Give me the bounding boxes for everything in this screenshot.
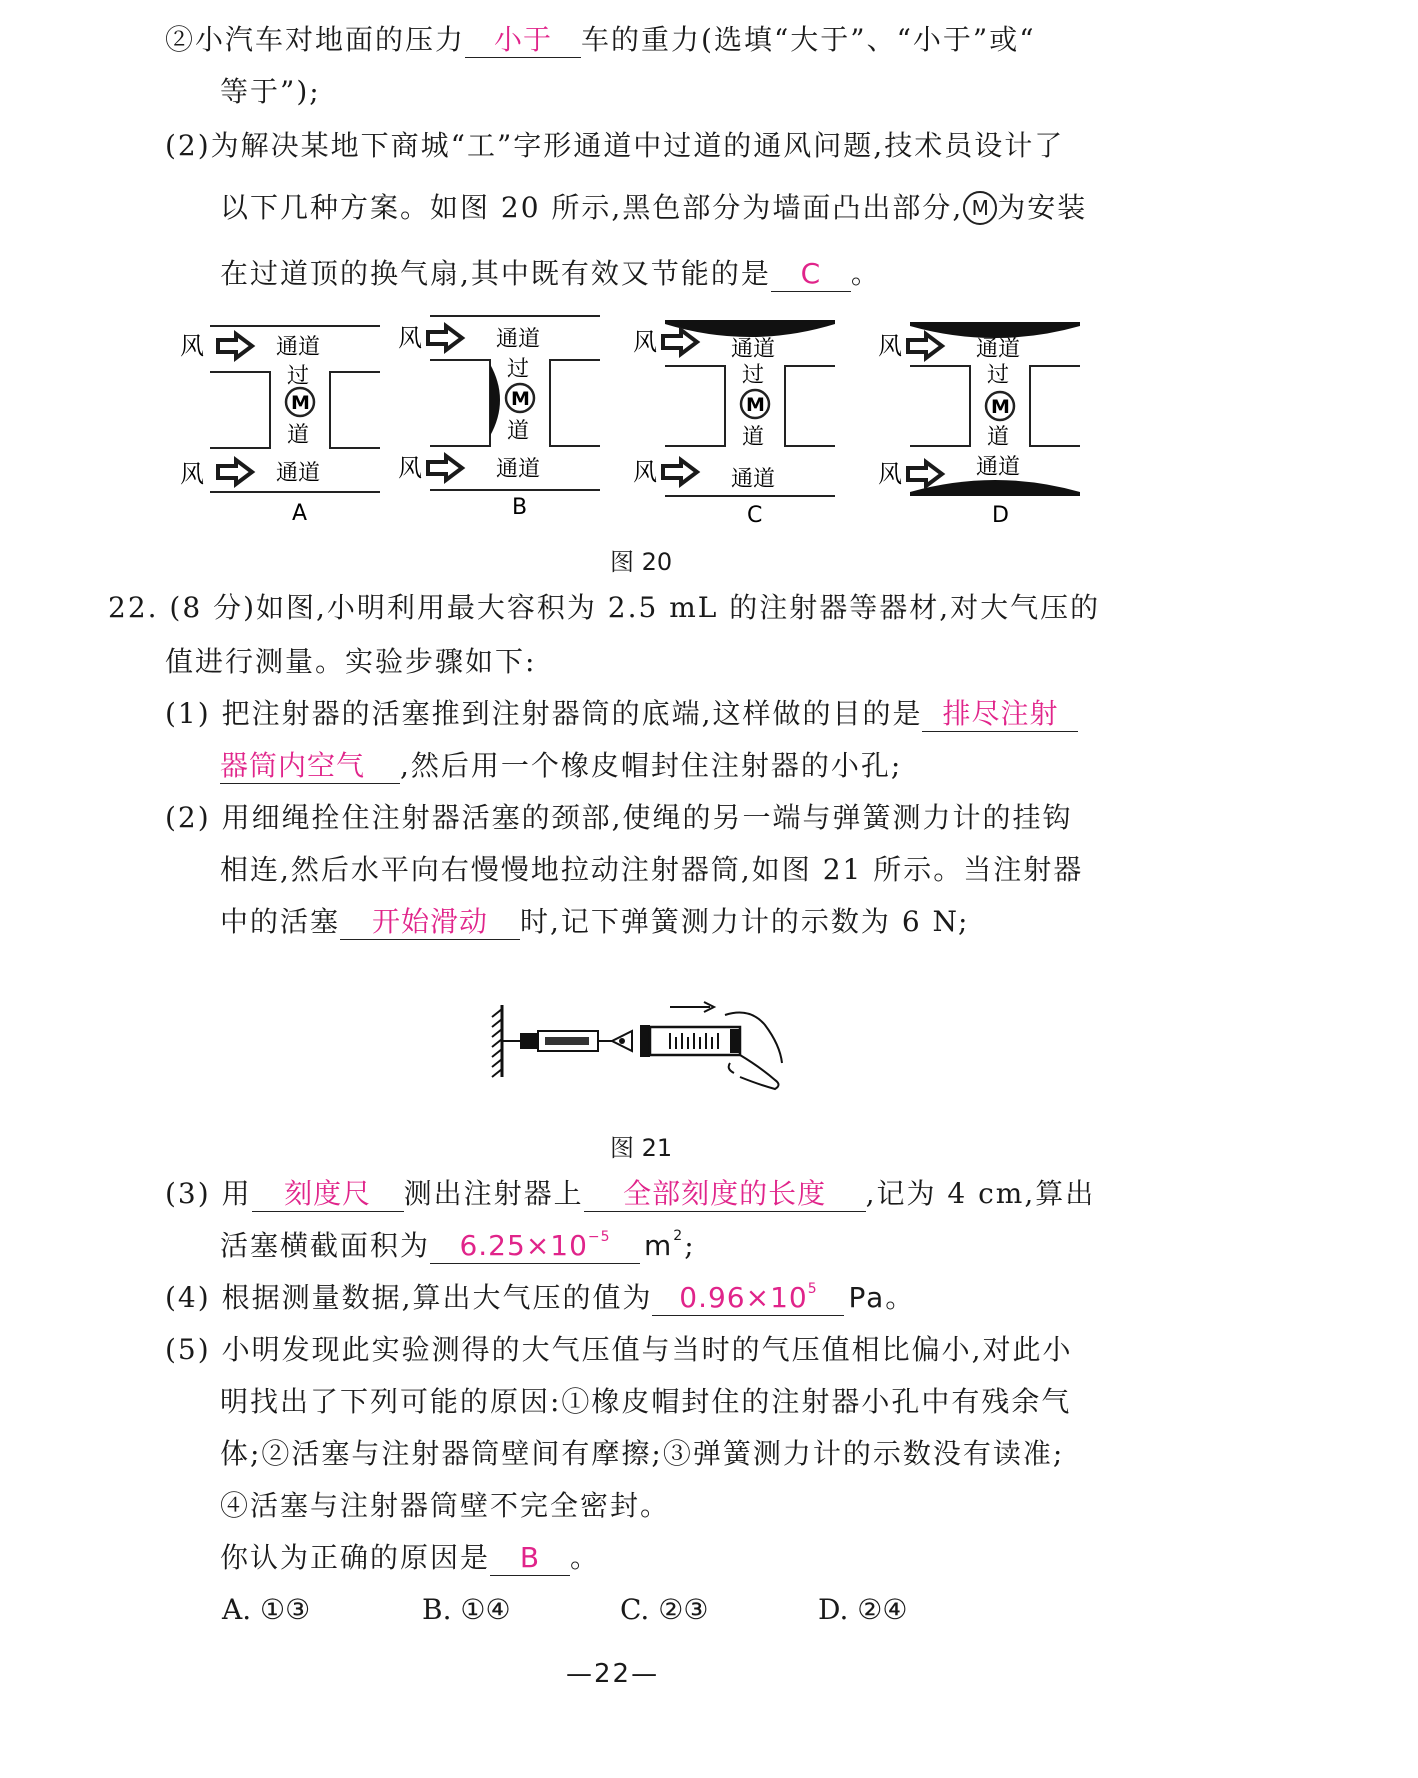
q22-step5-line-4 [220, 1488, 670, 1524]
wind-arrow [908, 462, 942, 486]
figure-20-caption: 图 20 [610, 548, 673, 576]
answer-blank [652, 1281, 844, 1316]
svg-text:通道: 通道 [731, 467, 776, 492]
text: 明找出了下列可能的原因:①橡皮帽封住的注射器小孔中有残余气 [220, 1385, 1072, 1418]
option-d: D. ②④ [818, 1593, 908, 1626]
text: 活塞横截面积为 [220, 1229, 431, 1262]
text: 中的活塞 [220, 905, 341, 938]
svg-text:过: 过 [507, 357, 530, 382]
figure-21 [490, 985, 790, 1095]
q22-line-1 [108, 590, 1100, 626]
svg-text:风: 风 [633, 328, 657, 356]
text: 为安装 [997, 191, 1088, 224]
wind-label: 风 [180, 332, 204, 360]
svg-text:M: M [291, 392, 310, 414]
text: Pa。 [848, 1281, 916, 1314]
text: 等于”); [220, 75, 321, 108]
svg-text:通道: 通道 [276, 461, 321, 486]
q22-step1-line-1 [165, 696, 1078, 732]
svg-text:M: M [511, 388, 530, 410]
q22-step3-line-2 [220, 1228, 696, 1264]
q22-step2-line-2 [220, 852, 1083, 888]
wind-arrow [428, 326, 462, 350]
fan-symbol: M [963, 191, 997, 225]
wind-label: 风 [180, 460, 204, 488]
q22-step4-line [165, 1280, 915, 1316]
answer-blank [584, 1177, 866, 1212]
svg-text:C: C [747, 503, 763, 528]
svg-text:通道: 通道 [496, 327, 541, 352]
text: 时,记下弹簧测力计的示数为 6 N; [520, 905, 970, 938]
q21-2-line-1 [165, 128, 1064, 164]
unit-exponent: 2 [673, 1228, 685, 1244]
answer-exponent: −5 [587, 1229, 611, 1245]
svg-text:道: 道 [987, 425, 1010, 450]
svg-text:风: 风 [878, 332, 902, 360]
svg-text:风: 风 [633, 458, 657, 486]
answer-text: 器筒内空气 [220, 749, 366, 782]
fig20-panel-b [398, 316, 600, 520]
svg-text:风: 风 [878, 460, 902, 488]
svg-text:D: D [992, 503, 1009, 528]
text: 在过道顶的换气扇,其中既有效又节能的是 [220, 257, 771, 290]
answer-blank [220, 749, 400, 784]
svg-text:M: M [991, 396, 1010, 418]
answer-blank [490, 1541, 570, 1576]
figure-21-caption: 图 21 [610, 1134, 673, 1162]
answer-blank [771, 257, 851, 292]
wind-arrow [663, 330, 697, 354]
answer-blank [922, 697, 1078, 732]
q22-step5-line-5 [220, 1540, 600, 1576]
option-b: B. ①④ [422, 1593, 511, 1626]
svg-text:道: 道 [742, 425, 765, 450]
text: 值进行测量。实验步骤如下: [165, 645, 537, 678]
fig20-panel-a [180, 326, 380, 526]
answer-text: 排尽注射 [942, 697, 1059, 730]
text: 相连,然后水平向右慢慢地拉动注射器筒,如图 21 所示。当注射器 [220, 853, 1084, 886]
answer-blank [340, 905, 520, 940]
text: 以下几种方案。如图 20 所示,黑色部分为墙面凸出部分, [220, 191, 964, 224]
q22-line-2 [165, 644, 536, 680]
wind-arrow [218, 334, 252, 358]
svg-text:通道: 通道 [976, 337, 1021, 362]
q21-1-line-1 [165, 22, 1036, 58]
answer-text: 全部刻度的长度 [623, 1177, 827, 1210]
svg-text:过: 过 [987, 363, 1010, 388]
answer-text: 6.25×10 [459, 1229, 588, 1262]
text: (2) 用细绳拴住注射器活塞的颈部,使绳的另一端与弹簧测力计的挂钩 [165, 801, 1073, 834]
text: (3) 用 [165, 1177, 252, 1210]
answer-text: 开始滑动 [372, 905, 489, 938]
svg-text:道: 道 [507, 419, 530, 444]
wind-arrow [218, 460, 252, 484]
text: 22. (8 分)如图,小明利用最大容积为 2.5 mL 的注射器等器材,对大气压的 [108, 591, 1101, 624]
text: (4) 根据测量数据,算出大气压的值为 [165, 1281, 653, 1314]
unit: m [644, 1229, 674, 1262]
svg-text:通道: 通道 [496, 457, 541, 482]
page-number: —22— [566, 1659, 660, 1689]
answer-text: 小于 [494, 23, 553, 56]
svg-text:过: 过 [287, 364, 310, 389]
svg-text:M: M [746, 394, 765, 416]
wind-arrow [428, 456, 462, 480]
q21-2-line-2 [220, 190, 1087, 226]
svg-text:风: 风 [398, 454, 422, 482]
q21-2-line-3 [220, 256, 881, 292]
text: 。 [850, 257, 881, 290]
text: 体;②活塞与注射器筒壁间有摩擦;③弹簧测力计的示数没有读准; [220, 1437, 1065, 1470]
panel-label: A [292, 501, 308, 526]
text: 测出注射器上 [403, 1177, 584, 1210]
svg-text:通道: 通道 [731, 337, 776, 362]
text: ,记为 4 cm,算出 [865, 1177, 1096, 1210]
svg-text:过: 过 [742, 363, 765, 388]
fig20-panel-c [633, 320, 835, 528]
q22-step1-line-2 [220, 748, 902, 784]
svg-text:通道: 通道 [976, 455, 1021, 480]
q22-step5-line-1 [165, 1332, 1072, 1368]
wind-arrow [663, 460, 697, 484]
answer-exponent: 5 [807, 1281, 818, 1297]
answer-text: C [800, 257, 822, 290]
answer-text: 0.96×10 [679, 1281, 808, 1314]
text: 你认为正确的原因是 [220, 1541, 491, 1574]
text: (5) 小明发现此实验测得的大气压值与当时的气压值相比偏小,对此小 [165, 1333, 1073, 1366]
answer-blank [430, 1229, 640, 1264]
text: ④活塞与注射器筒壁不完全密封。 [220, 1489, 671, 1522]
q22-step3-line-1 [165, 1176, 1095, 1212]
text: 。 [570, 1541, 601, 1574]
text: 车的重力(选填“大于”、“小于”或“ [581, 23, 1036, 56]
text: ②小汽车对地面的压力 [165, 23, 466, 56]
svg-text:道: 道 [287, 423, 310, 448]
answer-blank [465, 23, 581, 58]
answer-text: B [519, 1541, 541, 1574]
answer-blank [252, 1177, 404, 1212]
text: (1) 把注射器的活塞推到注射器筒的底端,这样做的目的是 [165, 697, 923, 730]
answer-text: 刻度尺 [284, 1177, 372, 1210]
q22-step5-line-3 [220, 1436, 1064, 1472]
q22-step5-line-2 [220, 1384, 1071, 1420]
option-a: A. ①③ [222, 1593, 311, 1626]
svg-text:风: 风 [398, 324, 422, 352]
q21-1-line-2 [220, 74, 321, 110]
q22-step2-line-1 [165, 800, 1072, 836]
svg-text:通道: 通道 [276, 335, 321, 360]
wind-arrow [908, 334, 942, 358]
figure-20 [170, 310, 1100, 540]
fig20-panel-d [878, 322, 1080, 528]
text: ; [684, 1229, 696, 1262]
q22-step2-line-3 [220, 904, 969, 940]
svg-text:B: B [512, 495, 528, 520]
text: (2)为解决某地下商城“工”字形通道中过道的通风问题,技术员设计了 [165, 129, 1065, 162]
option-c: C. ②③ [620, 1593, 709, 1626]
text: ,然后用一个橡皮帽封住注射器的小孔; [400, 749, 903, 782]
